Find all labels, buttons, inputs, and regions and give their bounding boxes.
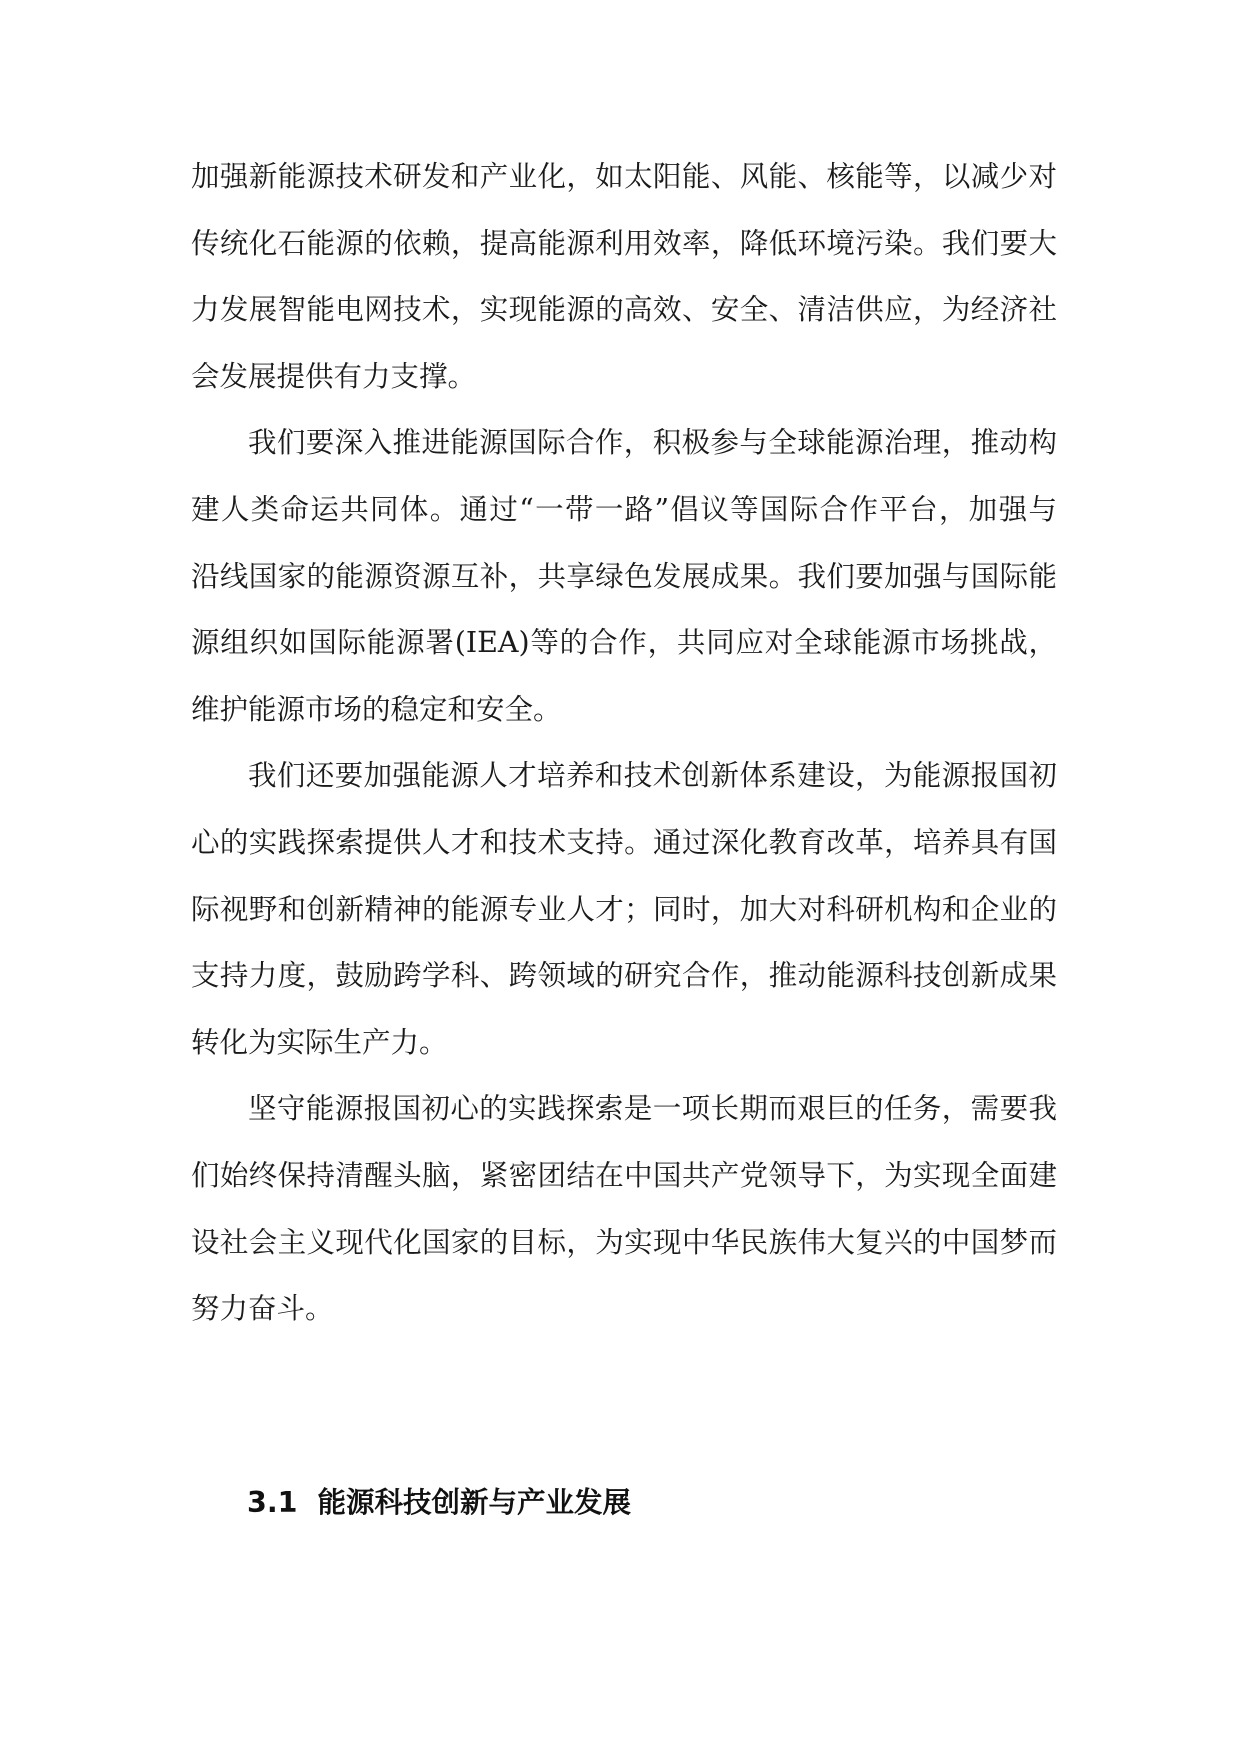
text-line: 们始终保持清醒头脑，紧密团结在中国共产党领导下，为实现全面建 xyxy=(191,1158,1057,1192)
text-line: 会发展提供有力支撑。 xyxy=(191,359,477,393)
text-line: 支持力度，鼓励跨学科、跨领域的研究合作，推动能源科技创新成果 xyxy=(191,959,1057,993)
section-title: 能源科技创新与产业发展 xyxy=(317,1486,631,1519)
text-line: 我们要深入推进能源国际合作，积极参与全球能源治理，推动构 xyxy=(248,426,1057,460)
text-line: 加强新能源技术研发和产业化，如太阳能、风能、核能等，以减少对 xyxy=(191,160,1057,193)
text-line: 设社会主义现代化国家的目标，为实现中华民族伟大复兴的中国梦而 xyxy=(191,1225,1057,1259)
text-line: 沿线国家的能源资源互补，共享绿色发展成果。我们要加强与国际能 xyxy=(191,559,1057,593)
text-line: 努力奋斗。 xyxy=(191,1292,334,1326)
text-line: 建人类命运共同体。通过“一带一路”倡议等国际合作平台，加强与 xyxy=(191,492,1057,526)
text-line: 心的实践探索提供人才和技术支持。通过深化教育改革，培养具有国 xyxy=(191,825,1057,859)
text-line: 我们还要加强能源人才培养和技术创新体系建设，为能源报国初 xyxy=(248,759,1057,793)
paragraph-2 xyxy=(191,410,1057,743)
paragraph-4 xyxy=(191,1076,1057,1342)
section-number: 3.1 xyxy=(247,1486,298,1519)
text-line: 力发展智能电网技术，实现能源的高效、安全、清洁供应，为经济社 xyxy=(191,293,1057,327)
text-line: 源组织如国际能源署(IEA)等的合作，共同应对全球能源市场挑战， xyxy=(191,626,1057,660)
section-heading xyxy=(247,1483,631,1523)
text-line: 传统化石能源的依赖，提高能源利用效率，降低环境污染。我们要大 xyxy=(191,226,1057,260)
text-line: 转化为实际生产力。 xyxy=(191,1025,448,1059)
body-text xyxy=(191,144,1057,1343)
text-line: 际视野和创新精神的能源专业人才；同时，加大对科研机构和企业的 xyxy=(191,892,1057,926)
text-line: 坚守能源报国初心的实践探索是一项长期而艰巨的任务，需要我 xyxy=(248,1092,1057,1126)
paragraph-3 xyxy=(191,743,1057,1076)
paragraph-1 xyxy=(191,144,1057,410)
text-line: 维护能源市场的稳定和安全。 xyxy=(191,692,562,726)
